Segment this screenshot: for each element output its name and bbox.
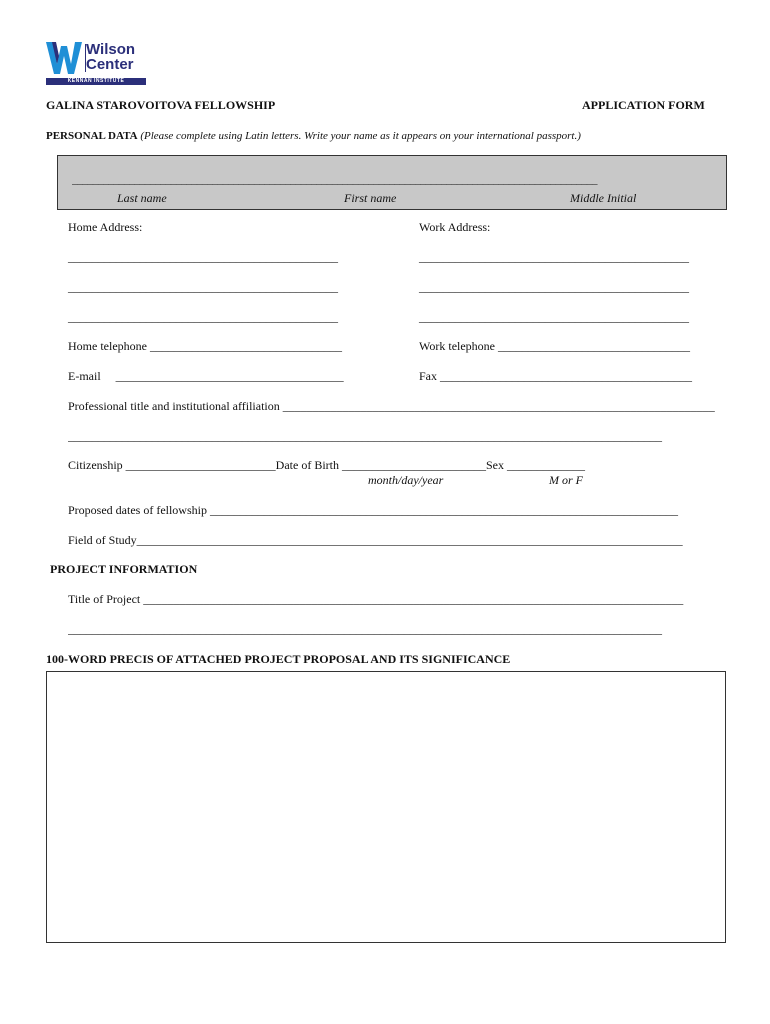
first-name-label: First name [344, 191, 397, 205]
logo-wordmark [86, 42, 135, 72]
wilson-w-icon [46, 42, 82, 74]
professional-row [68, 399, 715, 414]
fellowship-title: GALINA STAROVOITOVA FELLOWSHIP [46, 98, 276, 112]
proposed-dates-row [68, 503, 678, 518]
logo-line-wilson: Wilson [86, 41, 136, 58]
form-title: APPLICATION FORM [582, 98, 705, 112]
work-telephone-field[interactable]: ________________________________ [498, 339, 691, 353]
email-label: E-mail [68, 369, 101, 383]
field-of-study-label: Field of Study [68, 533, 137, 547]
project-title-row [68, 592, 683, 607]
citizenship-row [68, 458, 585, 473]
home-address-line-2[interactable]: _____________________________________________ [68, 280, 338, 294]
field-of-study-field[interactable]: ___________________________________________________________________________________________ [136, 533, 683, 547]
field-of-study-row [68, 533, 683, 548]
professional-title-field-2[interactable]: ___________________________________________________________________________________________________ [68, 429, 662, 443]
work-address-line-2[interactable]: _____________________________________________ [419, 280, 689, 294]
project-title-field[interactable]: __________________________________________________________________________________________ [143, 592, 684, 606]
professional-title-label: Professional title and institutional affiliation [68, 399, 280, 413]
citizenship-label: Citizenship [68, 458, 123, 472]
work-address-label: Work Address: [419, 220, 491, 234]
work-address-line-3[interactable]: _____________________________________________ [419, 310, 689, 324]
name-box [57, 155, 727, 210]
home-telephone-row [68, 339, 342, 354]
email-row [68, 369, 344, 384]
precis-text-area[interactable] [46, 671, 726, 943]
proposed-dates-field[interactable]: ______________________________________________________________________________ [209, 503, 678, 517]
project-title-label: Title of Project [68, 592, 141, 606]
middle-initial-label: Middle Initial [570, 191, 637, 205]
professional-title-field[interactable]: ________________________________________________________________________ [282, 399, 715, 413]
name-input-line[interactable]: _____________________________________________________________________________________________________ [72, 174, 598, 186]
date-of-birth-field[interactable]: ________________________ [342, 458, 486, 472]
work-telephone-row [419, 339, 690, 354]
wilson-center-logo [46, 42, 150, 88]
proposed-dates-label: Proposed dates of fellowship [68, 503, 207, 517]
home-telephone-field[interactable]: ________________________________ [149, 339, 342, 353]
date-of-birth-label: Date of Birth [275, 458, 339, 472]
home-address-label: Home Address: [68, 220, 143, 234]
home-telephone-label: Home telephone [68, 339, 147, 353]
date-of-birth-hint: month/day/year [368, 473, 444, 487]
last-name-label: Last name [117, 191, 167, 205]
precis-heading: 100-WORD PRECIS OF ATTACHED PROJECT PROPOSAL AND ITS SIGNIFICANCE [46, 652, 511, 666]
logo-subtitle: KENNAN INSTITUTE [46, 78, 146, 85]
project-information-heading: PROJECT INFORMATION [50, 562, 198, 576]
personal-data-header [46, 130, 581, 142]
sex-field[interactable]: _____________ [507, 458, 585, 472]
home-address-line-1[interactable]: _____________________________________________ [68, 250, 338, 264]
fax-row [419, 369, 692, 384]
project-title-field-2[interactable]: ___________________________________________________________________________________________________ [68, 622, 662, 636]
fax-label: Fax [419, 369, 437, 383]
sex-hint: M or F [549, 473, 583, 487]
personal-data-heading: PERSONAL DATA [46, 130, 138, 142]
citizenship-field[interactable]: _________________________ [125, 458, 276, 472]
logo-line-center: Center [86, 56, 134, 73]
work-address-line-1[interactable]: _____________________________________________ [419, 250, 689, 264]
personal-data-instruction: (Please complete using Latin letters. Write your name as it appears on your international passport.) [140, 130, 581, 142]
work-telephone-label: Work telephone [419, 339, 496, 353]
home-address-line-3[interactable]: _____________________________________________ [68, 310, 338, 324]
email-field[interactable]: ______________________________________ [115, 369, 344, 383]
fax-field[interactable]: __________________________________________ [440, 369, 692, 383]
sex-label: Sex [486, 458, 504, 472]
